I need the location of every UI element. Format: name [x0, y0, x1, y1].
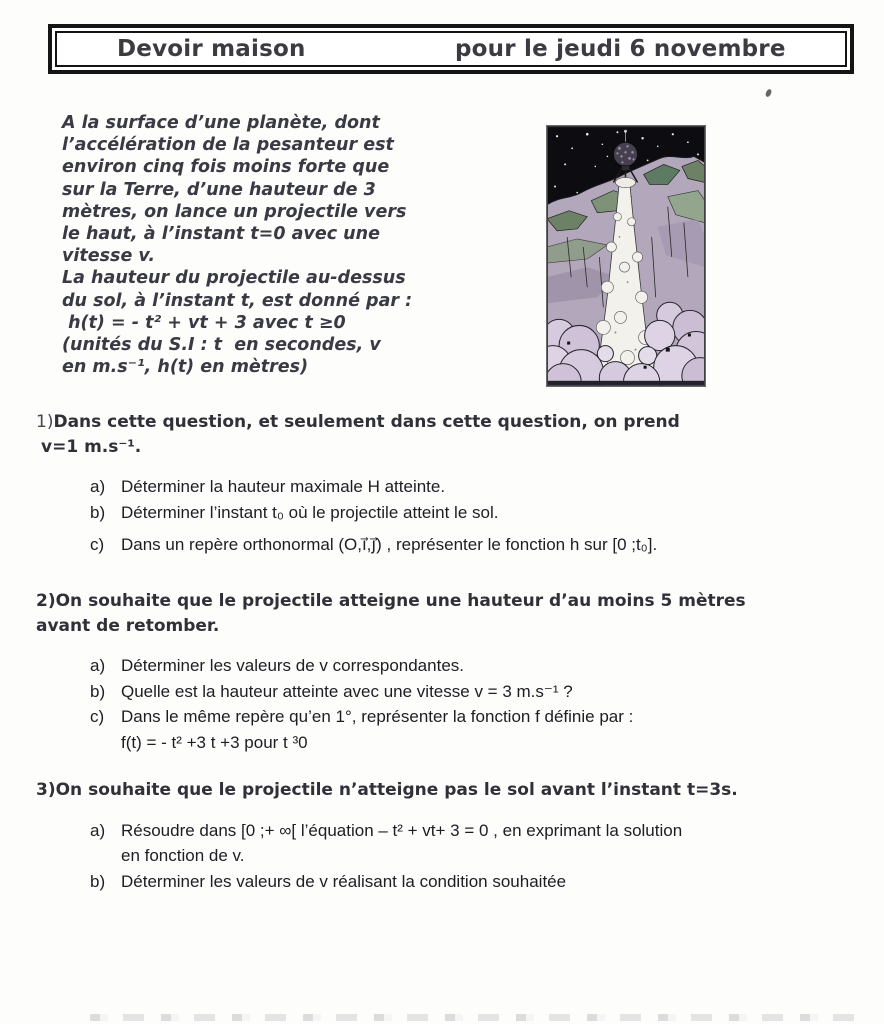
item-label: a): [90, 656, 106, 675]
item-text: Dans un repère orthonormal (O,ı⃗,ȷ⃗) , représenter le fonction h sur [0 ;t₀].: [121, 535, 658, 554]
item-text: Déterminer les valeurs de v réalisant la condition souhaitée: [121, 871, 567, 891]
question-3-heading: [36, 778, 856, 803]
question-3-heading-text: On souhaite que le projectile n’atteigne pas le sol avant l’instant t=3s.: [55, 780, 738, 800]
item-label: c): [90, 707, 105, 726]
question-2-heading-line2: avant de retomber.: [36, 615, 220, 636]
list-item: [90, 679, 856, 705]
item-continuation: en fonction de v.: [121, 846, 245, 865]
intro-line: l’accélération de la pesanteur est: [62, 135, 394, 156]
header-title-box: [48, 24, 854, 74]
item-text: Quelle est la hauteur atteinte avec une vitesse v = 3 m.s⁻¹ ?: [121, 681, 573, 701]
intro-line: du sol, à l’instant t, est donné par :: [62, 290, 413, 311]
question-2-heading: [36, 589, 856, 614]
item-label: b): [90, 502, 106, 522]
header-inner-frame: [55, 31, 847, 67]
list-item: [90, 704, 856, 730]
item-formula: f(t) = - t² +3 t +3 pour t ³0: [121, 732, 308, 752]
intro-line: environ cinq fois moins forte que: [62, 157, 390, 178]
list-item: [90, 532, 856, 558]
document-title: Devoir maison: [117, 36, 306, 62]
question-3: [36, 778, 856, 894]
question-2-heading-text: On souhaite que le projectile atteigne une hauteur d’au moins 5 mètres: [55, 591, 746, 611]
item-text: Déterminer la hauteur maximale H atteinte.: [121, 477, 446, 496]
item-text: Résoudre dans [0 ;+ ∞[ l’équation – t² + vt+ 3 = 0 , en exprimant la solution: [121, 820, 683, 840]
question-1-heading: [36, 410, 856, 435]
intro-line: vitesse v.: [62, 246, 156, 267]
question-1: [36, 410, 856, 558]
item-label: a): [90, 820, 106, 840]
intro-line: (unités du S.I : t en secondes, v: [62, 335, 381, 356]
list-item: [90, 869, 856, 895]
intro-line: La hauteur du projectile au-dessus: [62, 268, 406, 289]
item-text: Déterminer l’instant t₀ où le projectile atteint le sol.: [121, 502, 499, 522]
intro-line: sur la Terre, d’une hauteur de 3: [62, 179, 376, 200]
question-1-number: 1): [36, 412, 54, 432]
item-label: c): [90, 535, 105, 554]
item-text: Déterminer les valeurs de v correspondantes.: [121, 656, 464, 675]
question-2: [36, 589, 856, 755]
scan-speck: [765, 88, 772, 97]
question-2-items: [90, 653, 856, 755]
intro-line: mètres, on lance un projectile vers: [62, 201, 407, 222]
due-date: pour le jeudi 6 novembre: [455, 36, 786, 62]
question-3-number: 3): [36, 780, 56, 800]
item-label: b): [90, 871, 106, 891]
list-item: [90, 500, 856, 526]
item-text: Dans le même repère qu’en 1°, représenter la fonction f définie par :: [121, 707, 634, 726]
list-item: [90, 474, 856, 500]
question-2-number: 2): [36, 591, 56, 611]
intro-line: en m.s⁻¹, h(t) en mètres): [62, 357, 309, 378]
question-1-items: [90, 474, 856, 558]
question-1-heading-line2: v=1 m.s⁻¹.: [41, 436, 142, 457]
intro-line: le haut, à l’instant t=0 avec une: [62, 224, 380, 245]
intro-line: A la surface d’une planète, dont: [62, 113, 380, 133]
rocket-illustration-svg: [547, 126, 705, 386]
rocket-launch-illustration: [547, 126, 705, 386]
question-1-heading-text: Dans cette question, et seulement dans cette question, on prend: [53, 412, 680, 432]
item-label: b): [90, 681, 106, 701]
scan-noise-band: [90, 1014, 868, 1021]
question-3-items: [90, 818, 856, 895]
intro-formula: h(t) = - t² + vt + 3 avec t ≥0: [62, 312, 346, 333]
item-label: a): [90, 477, 106, 496]
list-item: [90, 653, 856, 679]
intro-paragraph: [62, 112, 412, 378]
list-item: [90, 818, 856, 844]
